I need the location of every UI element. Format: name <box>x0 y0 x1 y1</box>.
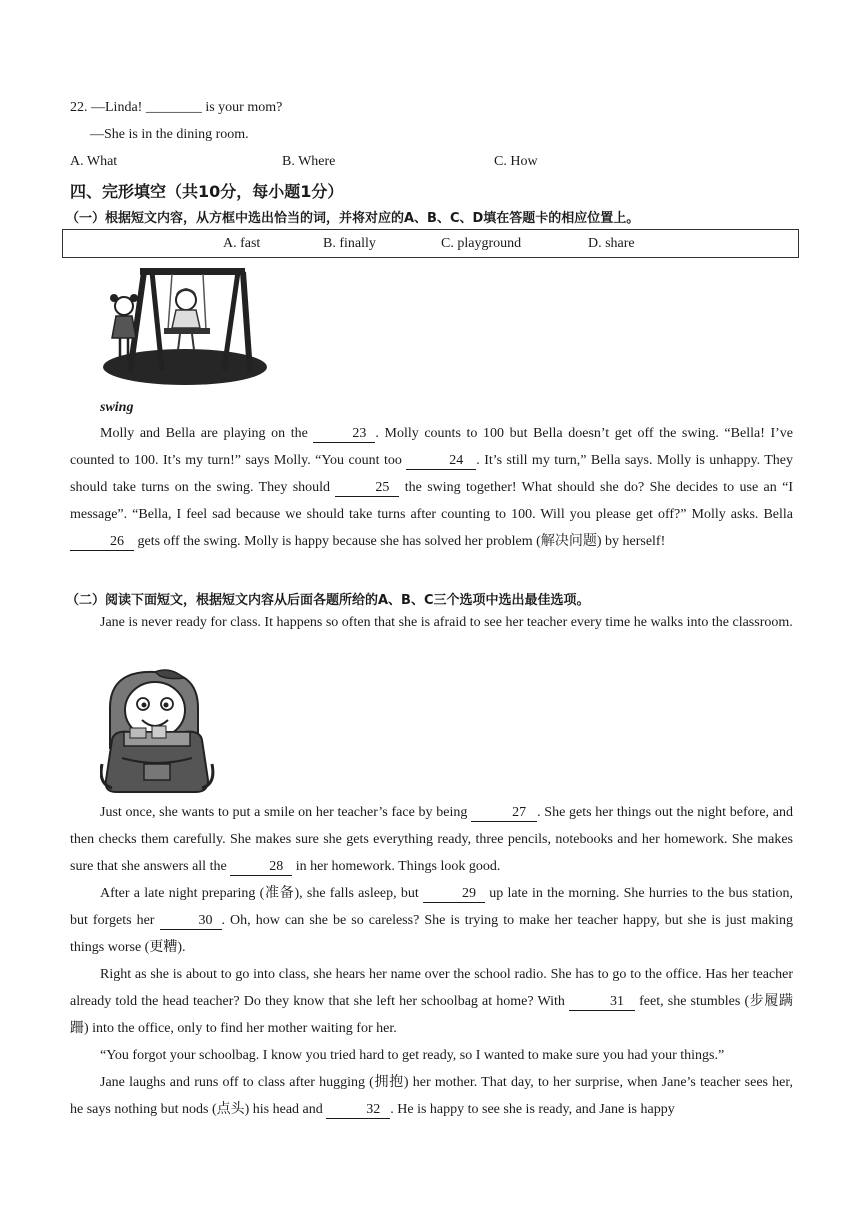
passage2-text-2a: Just once, she wants to put a smile on her teacher’s face by being <box>100 805 472 820</box>
passage1-text-e: gets off the swing. Molly is happy because she has solved her problem (解决问题) by herself! <box>134 534 666 549</box>
blank-27: 27 <box>471 805 537 822</box>
blank-23: 23 <box>313 426 375 443</box>
blank-29: 29 <box>423 886 485 903</box>
blank-25: 25 <box>335 480 399 497</box>
passage2-text-6a: Jane laughs and runs off to class after hugging (拥抱) her mother. That day, to her surprise, when Jane’s teacher sees her, he says nothing but nods (点头) his head and <box>70 1075 793 1117</box>
passage2-paragraph-3 <box>70 880 793 961</box>
word-option-c: C. playground <box>441 236 522 251</box>
passage1-text-a: Molly and Bella are playing on the <box>100 426 314 441</box>
q22-stem <box>70 99 793 117</box>
q22-option-c: C. How <box>494 154 538 169</box>
blank-24: 24 <box>406 453 476 470</box>
passage2-text-2c: in her homework. Things look good. <box>292 859 501 874</box>
passage2-text-4a: Right as she is about to go into class, she hears her name over the school radio. She has to go to the office. Has her teacher already told the head teacher? Do they know that she left her schoolbag at home? With <box>70 967 793 1009</box>
passage2-text-4b: feet, she stumbles (步履蹒跚) into the office, only to find her mother waiting for her. <box>70 994 793 1036</box>
passage2-text-2b: . She gets her things out the night before, and then checks them carefully. She makes sure she gets everything ready, three pencils, notebooks and her homework. She makes sure that she answers all the <box>70 805 793 874</box>
passage1-text-b: . Molly counts to 100 but Bella doesn’t get off the swing. “Bella! I’ve counted to 100. It’s my turn!” says Molly. “You count too <box>70 426 793 468</box>
part2-instruction: （二）阅读下面短文，根据短文内容从后面各题所给的A、B、C三个选项中选出最佳选项。 <box>66 593 590 608</box>
section-title: 四、完形填空（共10分，每小题1分） <box>70 182 344 201</box>
passage1-paragraph <box>70 420 793 555</box>
girl-schoolbag-illustration <box>100 668 215 796</box>
passage2-text-6b: . He is happy to see she is ready, and Jane is happy <box>390 1102 675 1117</box>
passage2-paragraph-1: Jane is never ready for class. It happens so often that she is afraid to see her teacher every time he walks into the classroom. <box>100 615 793 630</box>
passage1-text-d: the swing together! What should she do? She decides to use an “I message”. “Bella, I feel sad because we should take turns after counting to 100. Will you please get off?” Molly asks. Bella <box>70 480 794 522</box>
blank-32: 32 <box>326 1102 390 1119</box>
passage2-text-3b: up late in the morning. She hurries to the bus station, but forgets her <box>70 886 793 928</box>
q22-blank: ________ <box>145 100 202 115</box>
q22-option-b: B. Where <box>282 154 336 169</box>
passage2-text-3a: After a late night preparing (准备), she falls asleep, but <box>100 886 424 901</box>
image-caption: swing <box>100 400 134 415</box>
blank-26: 26 <box>70 534 134 551</box>
passage2-paragraph-4 <box>70 961 793 1042</box>
q22-suffix: is your mom? <box>201 100 283 115</box>
q22-answer-line: —She is in the dining room. <box>90 127 249 142</box>
passage2-text-3c: . Oh, how can she be so careless? She is trying to make her teacher happy, but she is just making things worse (更糟). <box>70 913 793 955</box>
blank-31: 31 <box>569 994 635 1011</box>
blank-30: 30 <box>160 913 222 930</box>
passage2-paragraph-6 <box>70 1069 793 1123</box>
passage2-paragraph-5: “You forgot your schoolbag. I know you tried hard to get ready, so I wanted to make sure you had your things.” <box>100 1048 725 1063</box>
blank-28: 28 <box>230 859 292 876</box>
q22-option-a: A. What <box>70 154 118 169</box>
word-box <box>62 229 799 258</box>
word-option-d: D. share <box>588 236 635 251</box>
word-option-b: B. finally <box>323 236 376 251</box>
word-option-a: A. fast <box>223 236 261 251</box>
passage1-text-c: . It’s still my turn,” Bella says. Molly is unhappy. They should take turns on the swing. They should <box>70 453 794 495</box>
swing-illustration <box>100 262 270 387</box>
passage2-paragraph-2 <box>70 799 793 880</box>
q22-prefix: 22. —Linda! <box>70 100 146 115</box>
part1-instruction: （一）根据短文内容，从方框中选出恰当的词，并将对应的A、B、C、D填在答题卡的相应位置上。 <box>66 211 640 226</box>
